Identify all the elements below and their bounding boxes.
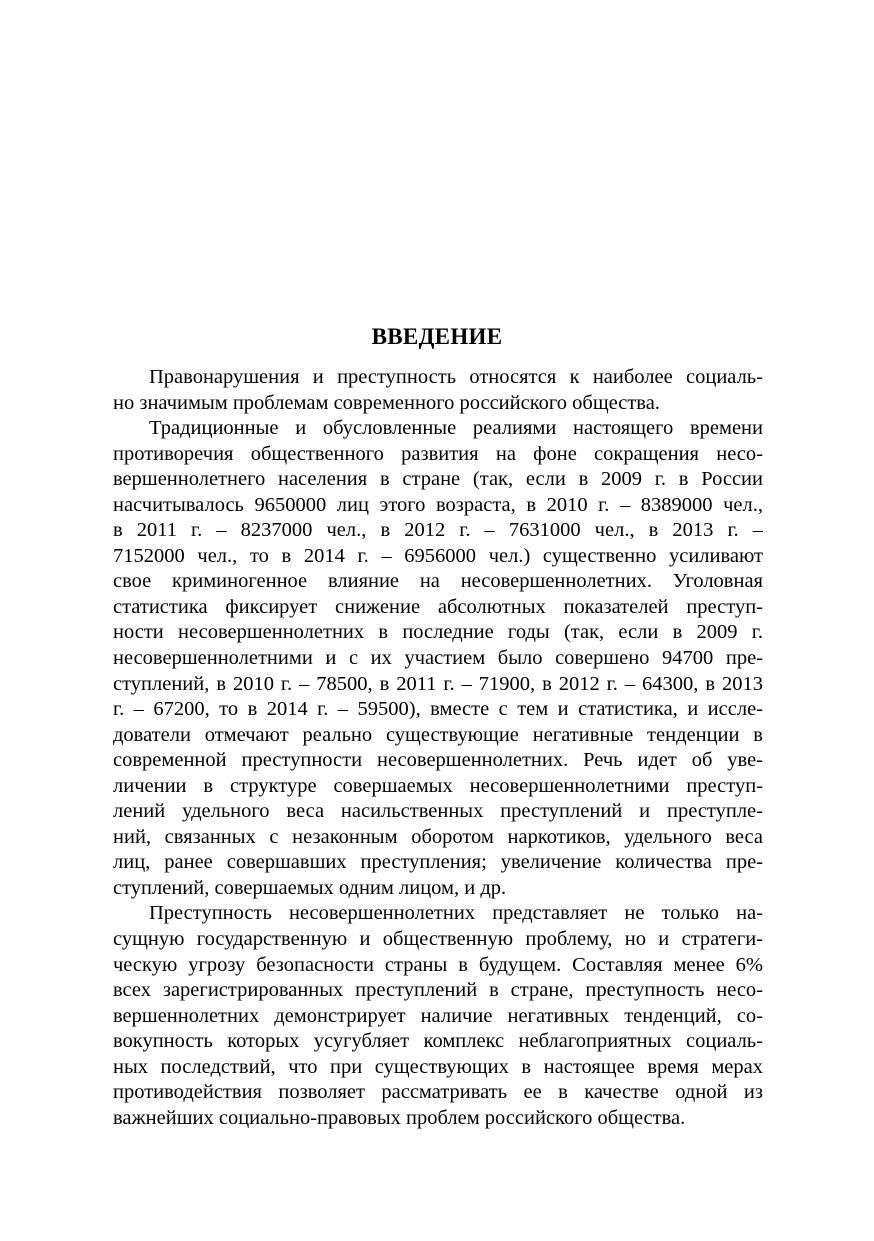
text-line: дователи отмечают реально существующие негативные тенденции в: [113, 723, 763, 746]
text-line: насчитывалось 9650000 лиц этого возраста, в 2010 г. – 8389000 чел.,: [113, 493, 763, 516]
text-line: г. – 67200, то в 2014 г. – 59500), вместе с тем и статистика, и иссле-: [113, 698, 763, 721]
text-line: личении в структуре совершаемых несовершеннолетними преступ-: [113, 774, 763, 797]
text-line: ний, связанных с незаконным оборотом наркотиков, удельного веса: [113, 825, 763, 848]
text-line: лиц, ранее совершавших преступления; увеличение количества пре-: [113, 851, 763, 874]
text-line: Правонарушения и преступность относятся к наиболее социаль-: [149, 366, 763, 388]
text-line: ступлений, совершаемых одним лицом, и др.: [113, 876, 507, 899]
text-line: 7152000 чел., то в 2014 г. – 6956000 чел.) существенно усиливают: [113, 544, 763, 567]
text-line: Традиционные и обусловленные реалиями настоящего времени: [149, 417, 763, 440]
text-line: ступлений, в 2010 г. – 78500, в 2011 г. – 71900, в 2012 г. – 64300, в 2013: [113, 672, 763, 695]
text-line: ческую угрозу безопасности страны в будущем. Составляя менее 6%: [113, 953, 763, 976]
text-line: несовершеннолетними и с их участием было совершено 94700 пре-: [113, 647, 763, 670]
text-line: в 2011 г. – 8237000 чел., в 2012 г. – 7631000 чел., в 2013 г. –: [113, 519, 763, 542]
text-line: важнейших социально-правовых проблем российского общества.: [113, 1106, 686, 1129]
text-line: ности несовершеннолетних в последние годы (так, если в 2009 г.: [113, 621, 763, 644]
text-line: лений удельного веса насильственных преступлений и преступле-: [113, 800, 763, 823]
text-line: Преступность несовершеннолетних представляет не только на-: [149, 902, 763, 925]
text-line: но значимым проблемам современного российского общества.: [113, 391, 660, 414]
text-line: всех зарегистрированных преступлений в стране, преступность несо-: [113, 979, 763, 1002]
text-line: противодействия позволяет рассматривать ее в качестве одной из: [113, 1081, 763, 1104]
text-line: современной преступности несовершеннолетних. Речь идет об уве-: [113, 749, 763, 772]
page-title: ВВЕДЕНИЕ: [371, 324, 503, 349]
text-line: вершеннолетнего населения в стране (так, если в 2009 г. в России: [113, 468, 763, 491]
text-line: статистика фиксирует снижение абсолютных показателей преступ-: [113, 595, 763, 618]
text-line: сущную государственную и общественную проблему, но и стратеги-: [113, 928, 763, 951]
text-line: противоречия общественного развития на фоне сокращения несо-: [113, 442, 763, 465]
body-text: [113, 365, 763, 1131]
text-line: вершеннолетних демонстрирует наличие негативных тенденций, со-: [113, 1004, 763, 1027]
text-line: вокупность которых усугубляет комплекс неблагоприятных социаль-: [113, 1030, 763, 1053]
text-line: свое криминогенное влияние на несовершеннолетних. Уголовная: [113, 570, 763, 593]
text-line: ных последствий, что при существующих в настоящее время мерах: [113, 1055, 763, 1078]
